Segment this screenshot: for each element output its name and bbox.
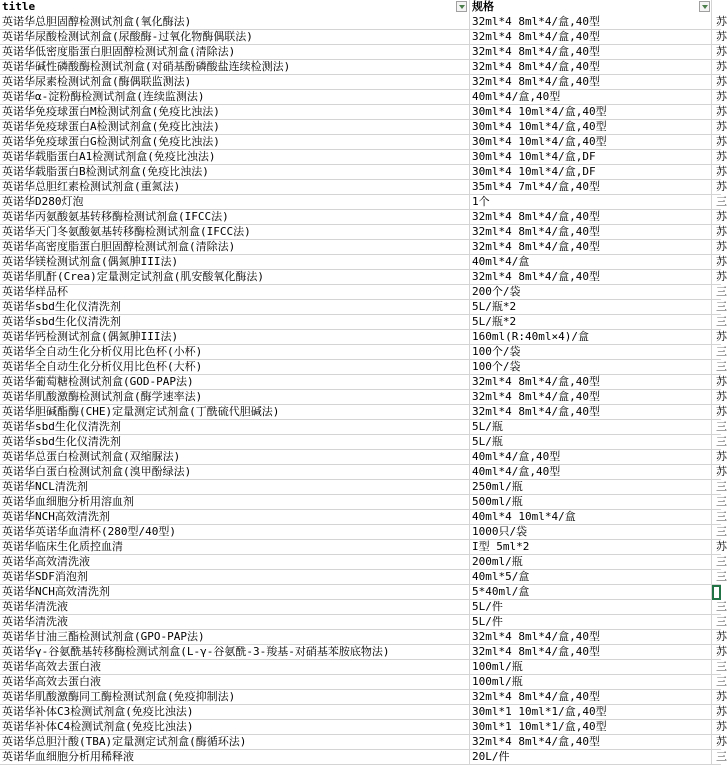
table-row [0,45,727,60]
title-cell[interactable]: 英诺华总胆固醇检测试剂盒(氧化酶法) [0,15,470,30]
third-cell[interactable]: 苏 [716,255,727,268]
title-cell[interactable]: 英诺华天门冬氨酸氨基转移酶检测试剂盒(IFCC法) [0,225,470,240]
title-cell[interactable]: 英诺华血细胞分析用溶血剂 [0,495,470,510]
title-cell[interactable]: 英诺华NCH高效清洗剂 [0,585,470,600]
title-cell[interactable]: 英诺华D280灯泡 [0,195,470,210]
table-row [0,630,727,645]
table-row [0,75,727,90]
third-cell[interactable]: 苏 [716,60,727,73]
table-row [0,165,727,180]
table-row [0,735,727,750]
title-cell[interactable]: 英诺华高效去蛋白液 [0,660,470,675]
title-cell[interactable]: 英诺华肌酸激酶检测试剂盒(酶学速率法) [0,390,470,405]
table-row [0,750,727,765]
table-row [0,60,727,75]
spec-cell[interactable]: 32ml*4 8ml*4/盒,40型 [470,390,712,405]
title-cell[interactable]: 英诺华总胆红素检测试剂盒(重氮法) [0,180,470,195]
third-cell[interactable]: 苏 [716,270,727,283]
spec-cell[interactable]: 40ml*4/盒,40型 [470,465,712,480]
third-cell[interactable]: 三 [716,555,727,568]
spec-cell[interactable]: 32ml*4 8ml*4/盒,40型 [470,210,712,225]
spec-cell[interactable]: 5L/瓶 [470,435,712,450]
title-cell[interactable]: 英诺华补体C3检测试剂盒(免疫比浊法) [0,705,470,720]
title-cell[interactable]: 英诺华尿酸检测试剂盒(尿酸酶-过氧化物酶偶联法) [0,30,470,45]
third-cell[interactable]: 苏 [716,240,727,253]
table-row [0,450,727,465]
spec-cell[interactable]: 32ml*4 8ml*4/盒,40型 [470,375,712,390]
spec-cell[interactable]: 160ml(R:40ml×4)/盒 [470,330,712,345]
third-cell[interactable]: 苏 [716,735,727,748]
third-cell[interactable]: 苏 [716,705,727,718]
table-row [0,150,727,165]
title-cell[interactable]: 英诺华肌酸激酶同工酶检测试剂盒(免疫抑制法) [0,690,470,705]
table-row [0,540,727,555]
table-row [0,180,727,195]
third-cell[interactable]: 三 [716,510,727,523]
spec-cell[interactable]: 200个/袋 [470,285,712,300]
third-cell[interactable]: 三 [716,525,727,538]
third-cell[interactable]: 三 [716,420,727,433]
table-row [0,15,727,30]
title-cell[interactable]: 英诺华钙检测试剂盒(偶氮胂III法) [0,330,470,345]
title-cell[interactable]: 英诺华免疫球蛋白A检测试剂盒(免疫比浊法) [0,120,470,135]
spec-cell[interactable]: 32ml*4 8ml*4/盒,40型 [470,240,712,255]
title-cell[interactable]: 英诺华载脂蛋白A1检测试剂盒(免疫比浊法) [0,150,470,165]
title-cell[interactable]: 英诺华载脂蛋白B检测试剂盒(免疫比浊法) [0,165,470,180]
third-cell[interactable]: 三 [716,285,727,298]
spec-cell[interactable]: 32ml*4 8ml*4/盒,40型 [470,735,712,750]
third-cell[interactable]: 苏 [716,375,727,388]
table-row [0,120,727,135]
table-row [0,480,727,495]
table-row [0,285,727,300]
third-cell[interactable]: 苏 [716,450,727,463]
third-cell[interactable]: 三 [716,435,727,448]
table-row [0,210,727,225]
spec-cell[interactable]: 30ml*4 10ml*4/盒,DF [470,150,712,165]
third-cell[interactable]: 三 [716,750,727,763]
third-cell[interactable]: 三 [716,600,727,613]
spec-cell[interactable]: 32ml*4 8ml*4/盒,40型 [470,405,712,420]
third-cell[interactable]: 苏 [716,540,727,553]
title-cell[interactable]: 英诺华清洗液 [0,615,470,630]
spec-cell[interactable]: 5*40ml/盒 [470,585,712,600]
third-cell[interactable]: 苏 [716,210,727,223]
title-cell[interactable]: 英诺华尿素检测试剂盒(酶偶联监测法) [0,75,470,90]
third-cell[interactable]: 苏 [716,135,727,148]
table-row [0,510,727,525]
spec-cell[interactable]: 200ml/瓶 [470,555,712,570]
title-cell[interactable]: 英诺华低密度脂蛋白胆固醇检测试剂盒(清除法) [0,45,470,60]
table-row [0,225,727,240]
title-cell[interactable]: 英诺华NCL清洗剂 [0,480,470,495]
title-cell[interactable]: 英诺华免疫球蛋白G检测试剂盒(免疫比浊法) [0,135,470,150]
table-row [0,555,727,570]
third-cell[interactable]: 苏 [716,225,727,238]
spec-cell[interactable]: 30ml*1 10ml*1/盒,40型 [470,705,712,720]
third-cell[interactable]: 苏 [716,120,727,133]
title-cell[interactable]: 英诺华临床生化质控血清 [0,540,470,555]
title-cell[interactable]: 英诺华镁检测试剂盒(偶氮胂III法) [0,255,470,270]
third-cell[interactable]: 苏 [716,15,727,28]
column-header-spec[interactable]: 规格 [470,0,712,15]
spec-cell[interactable]: I型 5ml*2 [470,540,712,555]
title-cell[interactable]: 英诺华清洗液 [0,600,470,615]
title-cell[interactable]: 英诺华血细胞分析用稀释液 [0,750,470,765]
title-cell[interactable]: 英诺华sbd生化仪清洗剂 [0,315,470,330]
third-cell[interactable]: 三 [716,495,727,508]
spec-cell[interactable]: 32ml*4 8ml*4/盒,40型 [470,225,712,240]
title-cell[interactable]: 英诺华补体C4检测试剂盒(免疫比浊法) [0,720,470,735]
spec-cell[interactable]: 40ml*5/盒 [470,570,712,585]
spec-cell[interactable]: 32ml*4 8ml*4/盒,40型 [470,630,712,645]
table-row [0,615,727,630]
third-cell[interactable]: 苏 [716,75,727,88]
spec-cell[interactable]: 100ml/瓶 [470,660,712,675]
spec-cell[interactable]: 30ml*4 10ml*4/盒,DF [470,165,712,180]
third-cell[interactable]: 三 [716,615,727,628]
title-cell[interactable]: 英诺华全自动生化分析仪用比色杯(大杯) [0,360,470,375]
selected-cell[interactable] [712,585,721,600]
table-row [0,405,727,420]
third-cell[interactable]: 苏 [716,645,727,658]
spec-cell[interactable]: 30ml*4 10ml*4/盒,40型 [470,105,712,120]
title-cell[interactable]: 英诺华碱性磷酸酶检测试剂盒(对硝基酚磷酸盐连续检测法) [0,60,470,75]
title-cell[interactable]: 英诺华α-淀粉酶检测试剂盒(连续监测法) [0,90,470,105]
table-row [0,435,727,450]
column-header-title[interactable]: title [0,0,470,15]
third-cell[interactable]: 苏 [716,630,727,643]
third-cell[interactable]: 三 [716,570,727,583]
title-cell[interactable]: 英诺华英诺华血清杯(280型/40型) [0,525,470,540]
spec-cell[interactable]: 40ml*4/盒,40型 [470,450,712,465]
title-cell[interactable]: 英诺华SDF消泡剂 [0,570,470,585]
third-cell[interactable]: 三 [716,660,727,673]
spec-cell[interactable]: 5L/件 [470,600,712,615]
spec-cell[interactable]: 5L/件 [470,615,712,630]
table-row [0,360,727,375]
spec-cell[interactable]: 40ml*4/盒 [470,255,712,270]
table-row [0,690,727,705]
spec-cell[interactable]: 30ml*4 10ml*4/盒,40型 [470,135,712,150]
title-cell[interactable]: 英诺华sbd生化仪清洗剂 [0,435,470,450]
spec-cell[interactable]: 5L/瓶*2 [470,315,712,330]
table-row [0,90,727,105]
spec-cell[interactable]: 32ml*4 8ml*4/盒,40型 [470,60,712,75]
table-row [0,525,727,540]
spec-cell[interactable]: 40ml*4 10ml*4/盒 [470,510,712,525]
table-row [0,345,727,360]
third-cell[interactable]: 三 [716,675,727,688]
spec-cell[interactable]: 40ml*4/盒,40型 [470,90,712,105]
third-cell[interactable]: 苏 [716,90,727,103]
third-cell[interactable]: 苏 [716,690,727,703]
table-row [0,570,727,585]
third-cell[interactable]: 三 [716,480,727,493]
table-row [0,300,727,315]
title-cell[interactable]: 英诺华NCH高效清洗剂 [0,510,470,525]
table-row [0,585,721,600]
third-cell[interactable]: 苏 [716,465,727,478]
spec-cell[interactable]: 5L/瓶*2 [470,300,712,315]
third-cell[interactable]: 苏 [716,720,727,733]
third-cell[interactable]: 三 [716,195,727,208]
spec-cell[interactable]: 32ml*4 8ml*4/盒,40型 [470,645,712,660]
spec-cell[interactable]: 32ml*4 8ml*4/盒,40型 [470,690,712,705]
table-row [0,660,727,675]
third-cell[interactable]: 三 [716,300,727,313]
title-cell[interactable]: 英诺华白蛋白检测试剂盒(溴甲酚绿法) [0,465,470,480]
column-header-third[interactable] [712,0,721,15]
title-cell[interactable]: 英诺华总胆汁酸(TBA)定量测定试剂盒(酶循环法) [0,735,470,750]
third-cell[interactable]: 苏 [716,165,727,178]
spec-cell[interactable]: 30ml*1 10ml*1/盒,40型 [470,720,712,735]
title-cell[interactable]: 英诺华样品杯 [0,285,470,300]
table-row [0,315,727,330]
title-cell[interactable]: 英诺华肌酐(Crea)定量测定试剂盒(肌安酸氧化酶法) [0,270,470,285]
spec-cell[interactable]: 20L/件 [470,750,712,765]
title-cell[interactable]: 英诺华高效清洗液 [0,555,470,570]
title-cell[interactable]: 英诺华高效去蛋白液 [0,675,470,690]
spec-cell[interactable]: 500ml/瓶 [470,495,712,510]
table-row [0,195,727,210]
title-cell[interactable]: 英诺华γ-谷氨酰基转移酶检测试剂盒(L-γ-谷氨酰-3-羧基-对硝基苯胺底物法) [0,645,470,660]
table-row [0,105,727,120]
third-cell[interactable]: 三 [716,315,727,328]
table-row [0,600,727,615]
table-row [0,420,727,435]
spec-cell[interactable]: 100个/袋 [470,345,712,360]
table-row [0,330,727,345]
table-row [0,465,727,480]
third-cell[interactable]: 三 [716,345,727,358]
third-cell[interactable]: 苏 [716,180,727,193]
title-cell[interactable]: 英诺华总蛋白检测试剂盒(双缩脲法) [0,450,470,465]
filter-dropdown-icon[interactable] [456,1,467,12]
spec-cell[interactable]: 32ml*4 8ml*4/盒,40型 [470,270,712,285]
spec-cell[interactable]: 100个/袋 [470,360,712,375]
title-cell[interactable]: 英诺华丙氨酸氨基转移酶检测试剂盒(IFCC法) [0,210,470,225]
table-row [0,675,727,690]
spec-cell[interactable]: 250ml/瓶 [470,480,712,495]
third-cell[interactable]: 苏 [716,45,727,58]
title-cell[interactable]: 英诺华sbd生化仪清洗剂 [0,420,470,435]
third-cell[interactable]: 苏 [716,390,727,403]
third-cell[interactable]: 三 [716,360,727,373]
spec-cell[interactable]: 1个 [470,195,712,210]
table-body [0,15,727,765]
title-cell[interactable]: 英诺华全自动生化分析仪用比色杯(小杯) [0,345,470,360]
table-row [0,645,727,660]
spec-cell[interactable]: 32ml*4 8ml*4/盒,40型 [470,30,712,45]
table-row [0,270,727,285]
table-row [0,240,727,255]
title-cell[interactable]: 英诺华葡萄糖检测试剂盒(GOD-PAP法) [0,375,470,390]
third-cell[interactable]: 苏 [716,405,727,418]
third-cell[interactable]: 苏 [716,30,727,43]
spec-cell[interactable]: 30ml*4 10ml*4/盒,40型 [470,120,712,135]
table-row [0,30,727,45]
title-cell[interactable]: 英诺华高密度脂蛋白胆固醇检测试剂盒(清除法) [0,240,470,255]
spec-cell[interactable]: 5L/瓶 [470,420,712,435]
spec-cell[interactable]: 35ml*4 7ml*4/盒,40型 [470,180,712,195]
third-cell[interactable]: 苏 [716,330,727,343]
filter-dropdown-icon[interactable] [699,1,710,12]
table-row [0,390,727,405]
title-cell[interactable]: 英诺华sbd生化仪清洗剂 [0,300,470,315]
spec-cell[interactable]: 32ml*4 8ml*4/盒,40型 [470,45,712,60]
table-row [0,375,727,390]
table-row [0,705,727,720]
spec-cell[interactable]: 32ml*4 8ml*4/盒,40型 [470,15,712,30]
title-cell[interactable]: 英诺华胆碱酯酶(CHE)定量测定试剂盒(丁酰硫代胆碱法) [0,405,470,420]
title-cell[interactable]: 英诺华甘油三酯检测试剂盒(GPO-PAP法) [0,630,470,645]
table-row [0,135,727,150]
spec-cell[interactable]: 100ml/瓶 [470,675,712,690]
table-row [0,495,727,510]
third-cell[interactable]: 苏 [716,150,727,163]
spec-cell[interactable]: 1000只/袋 [470,525,712,540]
table-row [0,720,727,735]
third-cell[interactable]: 苏 [716,105,727,118]
title-cell[interactable]: 英诺华免疫球蛋白M检测试剂盒(免疫比浊法) [0,105,470,120]
table-row [0,255,727,270]
spec-cell[interactable]: 32ml*4 8ml*4/盒,40型 [470,75,712,90]
header-row [0,0,721,15]
